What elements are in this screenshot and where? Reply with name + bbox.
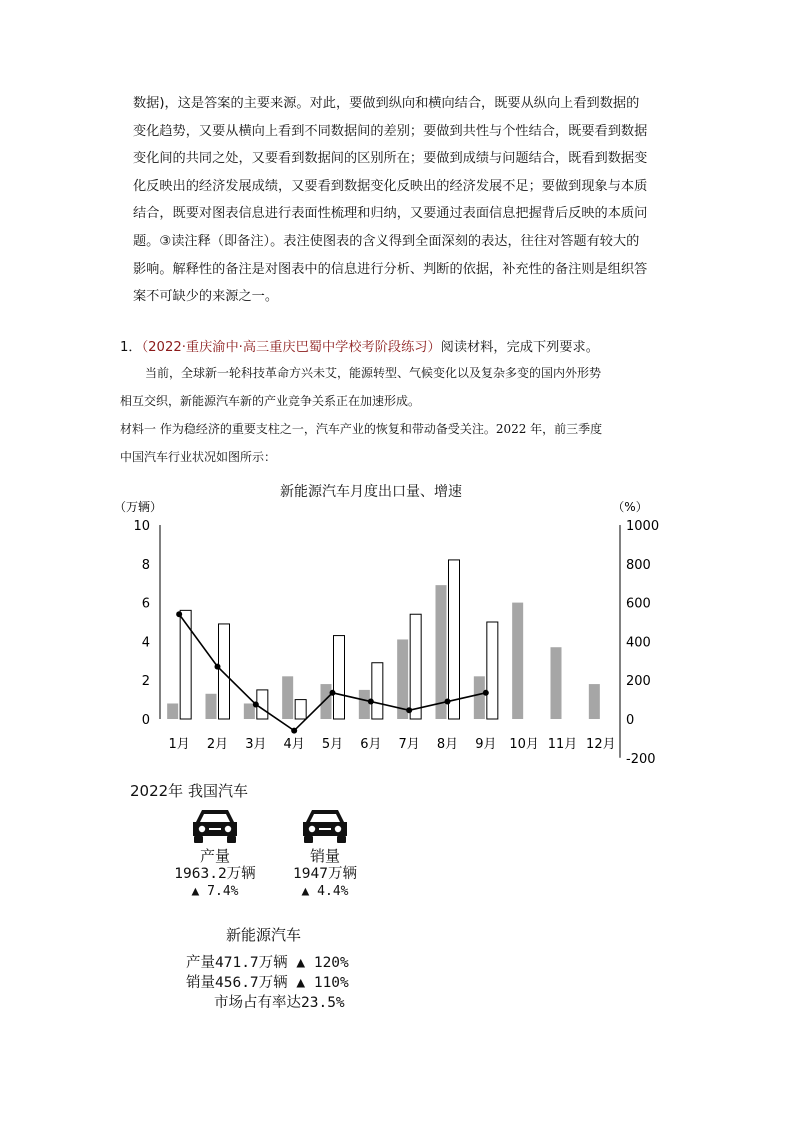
sales-label: 销量 — [309, 847, 340, 865]
material-line: 当前，全球新一轮科技革命方兴未艾，能源转型、气候变化以及复杂多变的国内外形势 — [145, 366, 602, 380]
nev-production: 产量471.7万辆 ▲ 120% — [186, 955, 349, 971]
nev-sales: 销量456.7万辆 ▲ 110% — [186, 975, 349, 991]
right-tick-label: -200 — [626, 751, 656, 767]
growth-point — [176, 611, 182, 617]
material-line: 相互交织，新能源汽车新的产业竞争关系正在加速形成。 — [120, 394, 421, 408]
intro-line: 结合，既要对图表信息进行表面性梳理和归纳，又要通过表面信息把握背后反映的本质问 — [133, 206, 648, 222]
x-tick-label: 8月 — [436, 737, 459, 752]
chart-title: 新能源汽车月度出口量、增速 — [280, 484, 462, 500]
growth-point — [368, 699, 374, 705]
sales-growth: ▲ 4.4% — [301, 884, 349, 899]
gray-bar — [282, 676, 293, 719]
white-bar — [449, 560, 460, 719]
white-bar — [295, 700, 306, 719]
growth-point — [330, 690, 336, 696]
white-bar — [334, 636, 345, 719]
left-tick-label: 0 — [141, 713, 150, 728]
gray-bar — [359, 690, 370, 719]
summary-heading: 2022年 我国汽车 — [130, 782, 248, 800]
white-bar — [410, 614, 421, 719]
growth-point — [291, 728, 297, 734]
right-tick-label: 600 — [626, 596, 651, 612]
left-axis-unit: （万辆） — [113, 500, 163, 514]
x-tick-label: 7月 — [398, 737, 420, 752]
left-tick-label: 2 — [141, 674, 150, 690]
x-tick-label: 10月 — [509, 737, 539, 752]
x-tick-label: 12月 — [586, 737, 616, 752]
car-icon — [190, 802, 240, 846]
gray-bar — [512, 603, 523, 719]
growth-point — [253, 701, 259, 707]
nev-heading: 新能源汽车 — [226, 926, 302, 944]
production-value: 1963.2万辆 — [174, 866, 256, 882]
left-tick-label: 10 — [133, 519, 150, 534]
right-tick-label: 800 — [626, 557, 651, 573]
gray-bar — [474, 676, 485, 719]
x-tick-label: 11月 — [547, 737, 578, 752]
x-tick-label: 2月 — [206, 737, 229, 752]
right-tick-label: 200 — [626, 674, 651, 690]
question-number: 1． — [120, 340, 142, 355]
x-tick-label: 1月 — [168, 737, 190, 752]
growth-point — [445, 699, 451, 705]
right-tick-label: 0 — [626, 713, 635, 728]
intro-line: 题。③读注释（即备注）。表注使图表的含义得到全面深刻的表达，往往对答题有较大的 — [133, 233, 640, 249]
intro-line: 案不可缺少的来源之一。 — [133, 289, 279, 305]
intro-line: 变化间的共同之处，又要看到数据间的区别所在；要做到成绩与问题结合，既看到数据变 — [133, 151, 648, 167]
material-line: 中国汽车行业状况如图所示： — [120, 450, 277, 464]
gray-bar — [436, 585, 447, 719]
intro-line: 数据)，这是答案的主要来源。对此，要做到纵向和横向结合，既要从纵向上看到数据的 — [133, 96, 640, 111]
question-header — [120, 336, 599, 355]
white-bar — [219, 624, 230, 719]
gray-bar — [321, 684, 332, 719]
x-tick-label: 6月 — [360, 737, 382, 752]
gray-bar — [551, 647, 562, 719]
white-bar — [372, 663, 383, 719]
gray-bar — [167, 703, 178, 719]
gray-bar — [397, 639, 408, 719]
question-source-link[interactable]: （2022·重庆渝中·高三重庆巴蜀中学校考阶段练习） — [141, 340, 441, 355]
question-instruction: 阅读材料，完成下列要求。 — [440, 340, 599, 355]
left-tick-label: 8 — [141, 557, 150, 573]
x-tick-label: 5月 — [321, 737, 344, 752]
car-icon — [300, 802, 350, 846]
intro-paragraph — [133, 90, 673, 311]
growth-point — [215, 664, 221, 670]
x-tick-label: 4月 — [283, 737, 305, 752]
production-growth: ▲ 7.4% — [191, 884, 239, 899]
intro-line: 变化趋势，又要从横向上看到不同数据间的差别；要做到共性与个性结合，既要看到数据 — [133, 123, 648, 139]
x-tick-label: 3月 — [245, 737, 267, 752]
material-line: 材料一 作为稳经济的重要支柱之一，汽车产业的恢复和带动备受关注。2022 年，前三季度 — [120, 422, 603, 436]
right-axis-unit: （%） — [612, 500, 648, 514]
right-tick-label: 400 — [626, 635, 651, 651]
left-tick-label: 6 — [141, 596, 150, 612]
right-tick-label: 1000 — [626, 519, 660, 534]
export-chart — [113, 498, 680, 768]
gray-bar — [206, 694, 217, 719]
production-label: 产量 — [199, 847, 230, 865]
growth-point — [406, 707, 412, 713]
growth-point — [483, 690, 489, 696]
gray-bar — [589, 684, 600, 719]
nev-market-share: 市场占有率达23.5% — [214, 995, 345, 1011]
x-tick-label: 9月 — [475, 737, 497, 752]
white-bar — [487, 622, 498, 719]
sales-value: 1947万辆 — [293, 866, 357, 882]
left-tick-label: 4 — [141, 635, 150, 651]
white-bar — [180, 610, 191, 719]
intro-line: 影响。解释性的备注是对图表中的信息进行分析、判断的依据，补充性的备注则是组织答 — [133, 261, 648, 277]
intro-line: 化反映出的经济发展成绩，又要看到数据变化反映出的经济发展不足；要做到现象与本质 — [133, 178, 648, 194]
